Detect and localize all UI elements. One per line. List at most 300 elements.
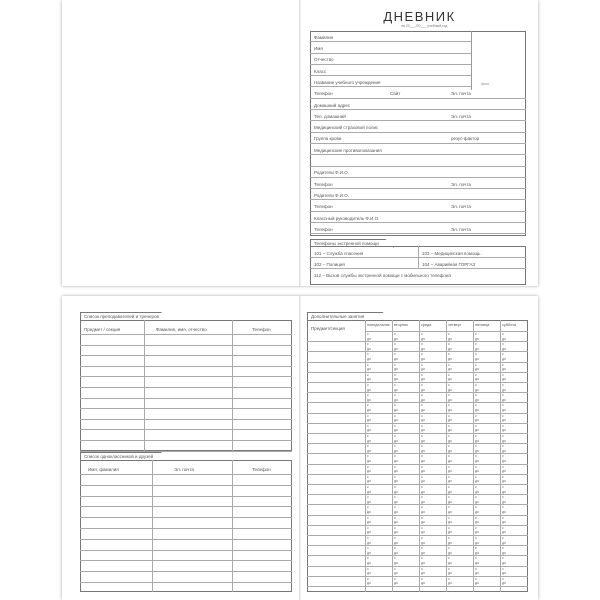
time-from-label: с (394, 444, 396, 449)
friend-row[interactable] (80, 539, 292, 540)
form-row[interactable] (310, 99, 526, 110)
time-from-label: с (394, 403, 396, 408)
time-to-label: до (421, 428, 425, 433)
time-from-label: с (448, 423, 450, 428)
time-from-label: с (421, 546, 423, 551)
teacher-row[interactable] (80, 366, 292, 367)
form-row[interactable] (310, 212, 526, 223)
time-to-label: до (394, 530, 398, 535)
form-row-label: Классный руководитель Ф.И.О. (314, 215, 380, 221)
time-to-label: до (367, 469, 371, 474)
time-to-label: до (448, 407, 452, 412)
time-from-label: с (367, 566, 369, 571)
blank-left-page (62, 0, 299, 286)
time-from-label: с (448, 332, 450, 336)
time-from-label: с (394, 576, 396, 581)
form-row[interactable] (310, 31, 471, 42)
time-from-label: с (502, 332, 504, 336)
form-row-right-label: резус-фактор (451, 136, 480, 142)
day-header: среда (421, 323, 432, 327)
form-row[interactable] (310, 167, 526, 178)
time-to-label: до (367, 377, 371, 382)
emergency-divider (310, 268, 526, 269)
time-from-label: с (394, 474, 396, 479)
teacher-row[interactable] (80, 408, 292, 409)
time-from-label: с (502, 505, 504, 510)
time-from-label: с (475, 505, 477, 510)
form-row-label: Фамилия (314, 34, 334, 40)
time-to-label: до (475, 387, 479, 392)
form-row-label: Телефон (314, 91, 333, 97)
time-to-label: до (367, 550, 371, 555)
schedule-row[interactable] (307, 535, 528, 536)
time-from-label: с (367, 546, 369, 551)
time-to-label: до (502, 581, 506, 586)
form-row[interactable] (310, 144, 526, 155)
time-to-label: до (502, 479, 506, 484)
time-from-label: с (394, 372, 396, 377)
time-to-label: до (475, 407, 479, 412)
time-to-label: до (475, 356, 479, 361)
schedule-row[interactable] (307, 362, 528, 363)
form-row[interactable] (310, 201, 526, 212)
extra-col-subject: Предмет/секция (311, 326, 345, 331)
schedule-row[interactable] (307, 402, 528, 403)
schedule-row[interactable] (307, 453, 528, 454)
time-to-label: до (502, 397, 506, 402)
schedule-row[interactable] (307, 586, 528, 587)
form-row-label: Класс (314, 68, 327, 74)
time-to-label: до (448, 550, 452, 555)
time-to-label: до (421, 530, 425, 535)
time-from-label: с (394, 434, 396, 438)
time-to-label: до (448, 387, 452, 392)
time-to-label: до (394, 438, 398, 443)
friend-row[interactable] (80, 528, 292, 529)
time-from-label: с (394, 342, 396, 347)
time-from-label: с (421, 434, 423, 438)
time-from-label: с (367, 576, 369, 581)
teacher-row[interactable] (80, 334, 292, 335)
time-to-label: до (367, 458, 371, 463)
time-from-label: с (367, 485, 369, 489)
time-to-label: до (475, 438, 479, 443)
time-to-label: до (448, 438, 452, 443)
friend-row[interactable] (80, 582, 292, 583)
friend-row[interactable] (80, 485, 292, 486)
time-from-label: с (367, 413, 369, 418)
time-to-label: до (502, 469, 506, 474)
friend-row[interactable] (80, 474, 292, 475)
time-from-label: с (394, 525, 396, 530)
time-to-label: до (475, 530, 479, 535)
time-from-label: с (502, 423, 504, 428)
schedule-row[interactable] (307, 576, 528, 577)
time-from-label: с (502, 403, 504, 408)
time-to-label: до (448, 346, 452, 351)
time-to-label: до (421, 509, 425, 514)
time-from-label: с (421, 352, 423, 357)
day-header: понедельник (367, 323, 390, 327)
time-to-label: до (475, 346, 479, 351)
time-to-label: до (367, 530, 371, 535)
time-to-label: до (367, 520, 371, 525)
schedule-row[interactable] (307, 433, 528, 434)
time-from-label: с (394, 413, 396, 418)
time-from-label: с (475, 576, 477, 581)
time-to-label: до (421, 560, 425, 565)
form-row-label: Название учебного учреждения (314, 79, 381, 85)
schedule-row[interactable] (307, 504, 528, 505)
form-row-label: Телефон (314, 226, 333, 232)
time-from-label: с (394, 536, 396, 540)
teacher-row[interactable] (80, 419, 292, 420)
time-from-label: с (421, 362, 423, 367)
time-from-label: с (394, 423, 396, 428)
time-from-label: с (367, 383, 369, 387)
time-to-label: до (394, 520, 398, 525)
time-from-label: с (475, 342, 477, 347)
time-to-label: до (394, 479, 398, 484)
form-row[interactable] (310, 76, 471, 87)
time-to-label: до (394, 418, 398, 423)
form-row[interactable] (310, 189, 526, 200)
time-from-label: с (502, 444, 504, 449)
contacts-page (62, 296, 299, 600)
time-from-label: с (475, 372, 477, 377)
diary-spread-bottom (62, 296, 538, 600)
time-to-label: до (394, 469, 398, 474)
time-to-label: до (502, 458, 506, 463)
time-from-label: с (502, 566, 504, 571)
schedule-row[interactable] (307, 464, 528, 465)
schedule-row[interactable] (307, 525, 528, 526)
time-from-label: с (502, 474, 504, 479)
time-from-label: с (367, 444, 369, 449)
diary-title: ДНЕВНИК (383, 9, 456, 24)
time-to-label: до (448, 489, 452, 494)
form-row[interactable] (310, 54, 471, 65)
column-divider (144, 320, 145, 451)
time-to-label: до (421, 489, 425, 494)
time-from-label: с (421, 485, 423, 489)
time-from-label: с (367, 495, 369, 500)
friend-row[interactable] (80, 496, 292, 497)
time-from-label: с (448, 464, 450, 469)
time-from-label: с (367, 454, 369, 459)
teacher-row[interactable] (80, 440, 292, 441)
time-to-label: до (502, 550, 506, 555)
time-to-label: до (367, 346, 371, 351)
form-row-label: Группа крови (314, 136, 342, 142)
time-to-label: до (421, 469, 425, 474)
time-from-label: с (421, 515, 423, 520)
time-from-label: с (448, 434, 450, 438)
time-to-label: до (475, 550, 479, 555)
time-to-label: до (421, 336, 425, 341)
time-from-label: с (421, 332, 423, 336)
time-to-label: до (475, 428, 479, 433)
time-from-label: с (475, 485, 477, 489)
time-from-label: с (475, 423, 477, 428)
time-from-label: с (448, 576, 450, 581)
time-from-label: с (367, 536, 369, 540)
time-to-label: до (367, 560, 371, 565)
teachers-col-name: Фамилия, имя, отчество (156, 327, 207, 332)
extra-classes-page (301, 296, 538, 600)
teacher-row[interactable] (80, 451, 292, 452)
time-to-label: до (367, 367, 371, 372)
time-to-label: до (475, 560, 479, 565)
time-to-label: до (475, 377, 479, 382)
time-from-label: с (475, 393, 477, 398)
time-to-label: до (448, 418, 452, 423)
time-to-label: до (475, 581, 479, 586)
time-to-label: до (394, 499, 398, 504)
time-to-label: до (448, 377, 452, 382)
teacher-row[interactable] (80, 429, 292, 430)
form-row-right-label: Эл. почта (451, 113, 471, 119)
time-to-label: до (502, 571, 506, 576)
time-from-label: с (448, 372, 450, 377)
time-to-label: до (367, 448, 371, 453)
schedule-row[interactable] (307, 372, 528, 373)
time-from-label: с (421, 556, 423, 561)
time-to-label: до (394, 489, 398, 494)
time-to-label: до (367, 499, 371, 504)
form-row[interactable] (310, 88, 526, 99)
form-row[interactable] (310, 133, 526, 144)
emergency-title: Телефоны экстренной помощи (314, 241, 379, 246)
form-row[interactable] (310, 42, 471, 53)
time-to-label: до (502, 520, 506, 525)
time-to-label: до (367, 407, 371, 412)
form-row[interactable] (310, 121, 526, 132)
time-to-label: до (421, 367, 425, 372)
time-from-label: с (475, 434, 477, 438)
time-from-label: с (475, 515, 477, 520)
time-to-label: до (394, 346, 398, 351)
time-from-label: с (421, 495, 423, 500)
schedule-row[interactable] (307, 443, 528, 444)
time-from-label: с (367, 423, 369, 428)
time-from-label: с (475, 403, 477, 408)
time-from-label: с (502, 556, 504, 561)
time-from-label: с (394, 362, 396, 367)
time-from-label: с (502, 454, 504, 459)
time-to-label: до (394, 407, 398, 412)
form-row-right-label: Эл. почта (451, 181, 471, 187)
schedule-row[interactable] (307, 423, 528, 424)
schedule-row[interactable] (307, 351, 528, 352)
teacher-row[interactable] (80, 398, 292, 399)
time-from-label: с (367, 525, 369, 530)
time-from-label: с (394, 505, 396, 510)
time-from-label: с (448, 515, 450, 520)
time-to-label: до (475, 509, 479, 514)
time-to-label: до (367, 581, 371, 586)
time-from-label: с (502, 525, 504, 530)
form-row-label: Медицинский страховой полис (314, 125, 379, 131)
schedule-row[interactable] (307, 413, 528, 414)
teacher-row[interactable] (80, 376, 292, 377)
time-to-label: до (394, 458, 398, 463)
time-from-label: с (421, 342, 423, 347)
friend-row[interactable] (80, 560, 292, 561)
time-to-label: до (421, 387, 425, 392)
time-from-label: с (421, 464, 423, 469)
form-row-right-label: Эл. почта (451, 91, 471, 97)
time-to-label: до (421, 550, 425, 555)
time-from-label: с (448, 556, 450, 561)
time-from-label: с (448, 454, 450, 459)
time-from-label: с (394, 352, 396, 357)
schedule-row[interactable] (307, 341, 528, 342)
time-from-label: с (394, 515, 396, 520)
schedule-row[interactable] (307, 474, 528, 475)
time-to-label: до (475, 571, 479, 576)
time-from-label: с (502, 342, 504, 347)
time-to-label: до (475, 448, 479, 453)
time-from-label: с (448, 566, 450, 571)
schedule-row[interactable] (307, 484, 528, 485)
time-from-label: с (421, 403, 423, 408)
time-to-label: до (502, 438, 506, 443)
time-from-label: с (394, 332, 396, 336)
photo-label: фото (481, 82, 490, 86)
time-to-label: до (448, 336, 452, 341)
friends-title: Список одноклассников и друзей (84, 454, 154, 459)
time-from-label: с (448, 403, 450, 408)
form-row[interactable] (310, 178, 526, 189)
teacher-row[interactable] (80, 345, 292, 346)
time-to-label: до (502, 428, 506, 433)
time-from-label: с (394, 485, 396, 489)
schedule-row[interactable] (307, 545, 528, 546)
time-to-label: до (502, 418, 506, 423)
time-from-label: с (394, 464, 396, 469)
time-to-label: до (475, 540, 479, 545)
form-row[interactable] (310, 65, 471, 76)
time-from-label: с (502, 393, 504, 398)
time-from-label: с (475, 536, 477, 540)
time-to-label: до (448, 581, 452, 586)
friend-row[interactable] (80, 517, 292, 518)
time-to-label: до (502, 509, 506, 514)
time-to-label: до (502, 540, 506, 545)
time-from-label: с (502, 413, 504, 418)
time-to-label: до (448, 509, 452, 514)
schedule-row[interactable] (307, 566, 528, 567)
friend-row[interactable] (80, 550, 292, 551)
time-from-label: с (475, 546, 477, 551)
time-from-label: с (394, 495, 396, 500)
emergency-item: 104 – Аварийная ГОРГАЗ (422, 262, 476, 267)
time-from-label: с (394, 383, 396, 387)
time-from-label: с (475, 454, 477, 459)
day-header: четверг (448, 323, 462, 327)
friends-col-name: Имя, фамилия (88, 467, 119, 472)
time-from-label: с (421, 505, 423, 510)
time-to-label: до (475, 520, 479, 525)
time-to-label: до (367, 397, 371, 402)
time-to-label: до (394, 571, 398, 576)
time-to-label: до (421, 377, 425, 382)
time-from-label: с (421, 474, 423, 479)
time-from-label: с (448, 485, 450, 489)
time-from-label: с (367, 372, 369, 377)
form-row[interactable] (310, 155, 526, 166)
time-to-label: до (394, 336, 398, 341)
schedule-row[interactable] (307, 494, 528, 495)
time-from-label: с (394, 566, 396, 571)
time-to-label: до (421, 356, 425, 361)
friend-row[interactable] (80, 571, 292, 572)
time-from-label: с (421, 423, 423, 428)
time-to-label: до (502, 499, 506, 504)
form-row[interactable] (310, 110, 526, 121)
time-to-label: до (448, 448, 452, 453)
time-to-label: до (475, 499, 479, 504)
schedule-row[interactable] (307, 555, 528, 556)
form-row[interactable] (310, 223, 526, 234)
time-to-label: до (448, 469, 452, 474)
time-from-label: с (367, 393, 369, 398)
time-from-label: с (367, 362, 369, 367)
schedule-row[interactable] (307, 382, 528, 383)
time-to-label: до (502, 387, 506, 392)
time-from-label: с (421, 525, 423, 530)
emergency-item: 112 – Вызов службы экстренной помощи с мобильного телефона (314, 273, 451, 278)
time-to-label: до (367, 540, 371, 545)
time-to-label: до (394, 367, 398, 372)
friends-table (80, 460, 292, 592)
time-to-label: до (502, 356, 506, 361)
time-to-label: до (394, 397, 398, 402)
time-to-label: до (475, 469, 479, 474)
time-from-label: с (448, 525, 450, 530)
time-to-label: до (394, 377, 398, 382)
schedule-row[interactable] (307, 392, 528, 393)
time-to-label: до (421, 418, 425, 423)
time-from-label: с (502, 515, 504, 520)
time-from-label: с (475, 362, 477, 367)
friend-row[interactable] (80, 506, 292, 507)
form-row-label: Родители Ф.И.О. (314, 192, 350, 198)
time-from-label: с (502, 495, 504, 500)
time-to-label: до (394, 540, 398, 545)
time-from-label: с (367, 434, 369, 438)
time-from-label: с (502, 362, 504, 367)
time-from-label: с (367, 332, 369, 336)
time-to-label: до (448, 530, 452, 535)
time-to-label: до (502, 407, 506, 412)
time-to-label: до (421, 346, 425, 351)
time-from-label: с (502, 372, 504, 377)
day-header: суббота (502, 323, 517, 327)
time-to-label: до (394, 428, 398, 433)
schedule-row[interactable] (307, 515, 528, 516)
teacher-row[interactable] (80, 355, 292, 356)
teacher-row[interactable] (80, 387, 292, 388)
diary-info-page (301, 0, 538, 286)
time-from-label: с (475, 444, 477, 449)
time-to-label: до (421, 581, 425, 586)
diary-subtitle: на 20___/20___ учебный год (401, 24, 448, 28)
time-to-label: до (502, 346, 506, 351)
time-from-label: с (448, 383, 450, 387)
time-to-label: до (421, 458, 425, 463)
